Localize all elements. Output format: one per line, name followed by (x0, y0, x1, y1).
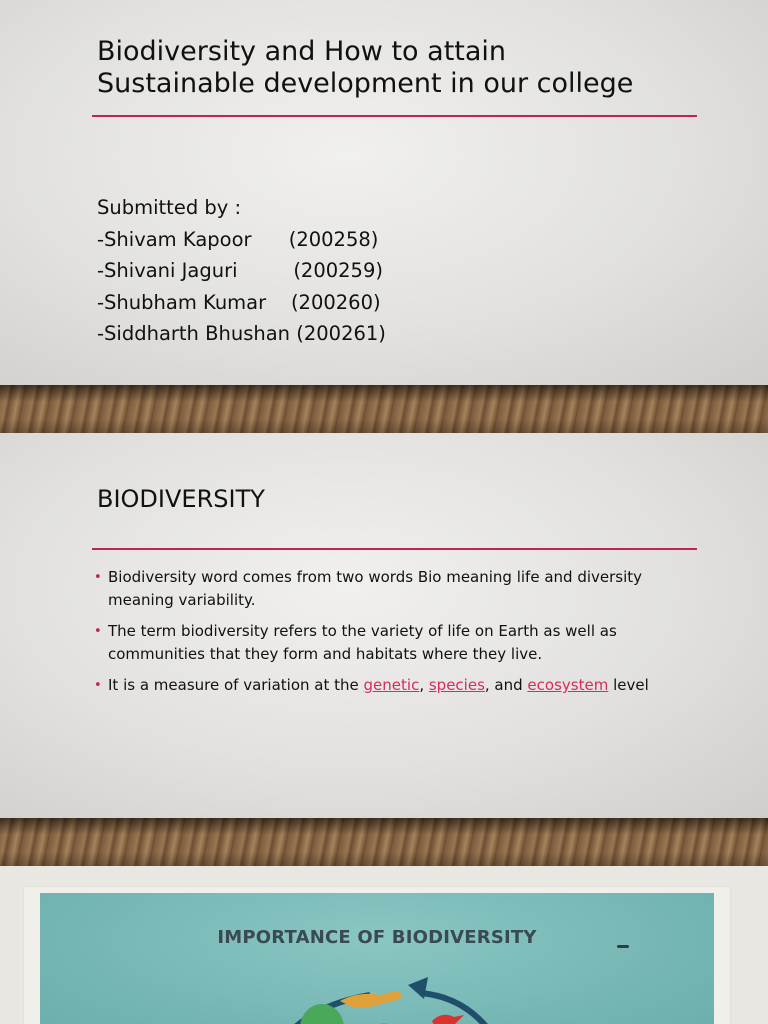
wood-floor-divider (0, 385, 768, 433)
member-line: -Shivani Jaguri (200259) (97, 259, 383, 282)
slide-2-title: BIODIVERSITY (97, 485, 265, 513)
leaf-icon (300, 1004, 344, 1024)
bullet-text: It is a measure of variation at the (108, 676, 364, 694)
title-divider (92, 548, 697, 550)
infographic-heading: IMPORTANCE OF BIODIVERSITY (217, 927, 537, 948)
genetic-link[interactable]: genetic (363, 676, 420, 694)
decorative-mark (617, 945, 629, 948)
bullet-text: level (608, 676, 649, 694)
title-divider (92, 115, 697, 117)
infographic-panel (40, 893, 714, 1024)
separator: , and (484, 676, 528, 694)
bird-icon (432, 1015, 464, 1024)
member-line: -Siddharth Bhushan (200261) (97, 322, 386, 345)
member-line: -Shubham Kumar (200260) (97, 290, 381, 314)
bullet-list (94, 566, 704, 705)
slide-1-title (97, 36, 707, 100)
cheetah-icon (340, 991, 401, 1008)
submitted-by-label: Submitted by : (97, 196, 242, 219)
member-line: -Shivam Kapoor (200258) (97, 227, 379, 251)
bullet-item: • The term biodiversity refers to the variety of life on Earth as well as communities that they form and habitats where they live. (94, 620, 704, 666)
slide-3 (0, 866, 768, 1024)
infographic-frame (23, 886, 731, 1024)
slide-1-title-text: Biodiversity and How to attain Sustainable development in our college (97, 36, 634, 99)
infographic-illustration (40, 893, 714, 1024)
ecosystem-link[interactable]: ecosystem (527, 676, 609, 694)
slide-1 (0, 0, 768, 385)
bullet-item (94, 674, 704, 697)
species-link[interactable]: species (428, 676, 485, 694)
submitted-by-block (97, 192, 386, 350)
wood-floor-divider (0, 818, 768, 866)
bullet-item: • Biodiversity word comes from two words Bio meaning life and diversity meaning variability. (94, 566, 704, 612)
separator: , (419, 676, 429, 694)
